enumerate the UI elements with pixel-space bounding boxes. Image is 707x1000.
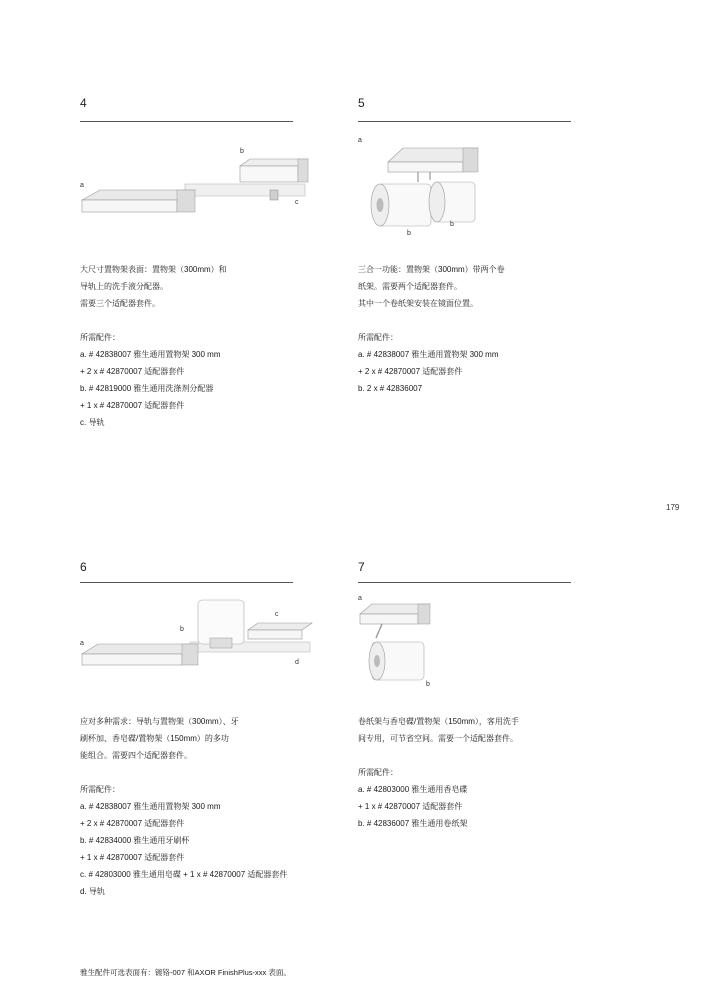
- text-line: 需要三个适配器套件。: [80, 299, 160, 308]
- label-a: a: [358, 137, 362, 144]
- text-line: a. # 42803000 雅生通用香皂碟: [358, 785, 468, 794]
- text-line: 其中一个卷纸架安装在镜面位置。: [358, 299, 478, 308]
- spacer: [80, 312, 330, 329]
- text-line: b. # 42819000 雅生通用洗涤剂分配器: [80, 384, 214, 393]
- spacer: [80, 764, 330, 781]
- text-line: + 1 x # 42870007 适配器套件: [80, 853, 185, 862]
- shelf-two-roll-holders-drawing: [358, 134, 598, 244]
- label-a: a: [358, 595, 362, 602]
- text-line: 所需配件：: [80, 333, 120, 342]
- text-line: 导轨上的洗手液分配器。: [80, 282, 168, 291]
- label-b-left: b: [407, 230, 411, 237]
- label-d: d: [295, 659, 299, 666]
- text-line: d. 导轨: [80, 887, 105, 896]
- shelf-dispenser-rail-drawing: [80, 142, 320, 242]
- section-divider: [80, 121, 293, 122]
- label-b-right: b: [450, 221, 454, 228]
- label-a: a: [80, 182, 84, 189]
- label-a: a: [80, 640, 84, 647]
- text-line: + 1 x # 42870007 适配器套件: [358, 802, 463, 811]
- text-line: 所需配件：: [358, 333, 398, 342]
- label-c: c: [275, 611, 279, 618]
- label-b: b: [180, 626, 184, 633]
- text-line: + 2 x # 42870007 适配器套件: [358, 367, 463, 376]
- text-line: c. 导轨: [80, 418, 105, 427]
- text-line: b. # 42836007 雅生通用卷纸架: [358, 819, 468, 828]
- shelf-cup-soapdish-rail-drawing: [80, 598, 320, 698]
- product-illustration: [80, 598, 320, 698]
- section-number: 5: [358, 96, 365, 110]
- section-description: [358, 261, 608, 397]
- footnote: 雅生配件可选表面有：镀铬-007 和AXOR FinishPlus-xxx 表面。: [80, 968, 291, 977]
- section-description: [358, 713, 608, 832]
- text-line: + 1 x # 42870007 适配器套件: [80, 401, 185, 410]
- text-line: + 2 x # 42870007 适配器套件: [80, 819, 185, 828]
- text-line: 所需配件：: [80, 785, 120, 794]
- text-line: 能组合。需要四个适配器套件。: [80, 751, 192, 760]
- label-b: b: [240, 148, 244, 155]
- text-line: 纸架。需要两个适配器套件。: [358, 282, 462, 291]
- text-line: 三合一功能：置物架（300mm）带两个卷: [358, 265, 505, 274]
- text-line: a. # 42838007 雅生通用置物架 300 mm: [80, 350, 221, 359]
- section-description: [80, 713, 330, 900]
- section-number: 7: [358, 560, 365, 574]
- spacer: [358, 747, 608, 764]
- text-line: 刷杯加、香皂碟/置物架（150mm）的多功: [80, 734, 229, 743]
- product-illustration: [358, 134, 598, 244]
- text-line: 大尺寸置物架表面：置物架（300mm）和: [80, 265, 227, 274]
- label-c: c: [295, 199, 299, 206]
- section-divider: [358, 582, 571, 583]
- text-line: a. # 42838007 雅生通用置物架 300 mm: [358, 350, 499, 359]
- section-divider: [358, 121, 571, 122]
- text-line: 应对多种需求：导轨与置物架（300mm）、牙: [80, 717, 239, 726]
- section-number: 6: [80, 560, 87, 574]
- product-illustration: [358, 592, 598, 692]
- text-line: 所需配件：: [358, 768, 398, 777]
- label-b: b: [426, 681, 430, 688]
- roll-holder-soapdish-drawing: [358, 592, 598, 692]
- text-line: b. 2 x # 42836007: [358, 384, 423, 393]
- text-line: 间专用，可节省空间。需要一个适配器套件。: [358, 734, 518, 743]
- text-line: a. # 42838007 雅生通用置物架 300 mm: [80, 802, 221, 811]
- section-number: 4: [80, 96, 87, 110]
- text-line: c. # 42803000 雅生通用皂碟 + 1 x # 42870007 适配器套件: [80, 870, 288, 879]
- text-line: 卷纸架与香皂碟/置物架（150mm），客用洗手: [358, 717, 519, 726]
- text-line: + 2 x # 42870007 适配器套件: [80, 367, 185, 376]
- section-description: [80, 261, 330, 431]
- spacer: [358, 312, 608, 329]
- product-illustration: [80, 142, 320, 242]
- text-line: b. # 42834000 雅生通用牙刷杯: [80, 836, 190, 845]
- section-divider: [80, 582, 293, 583]
- page-number: 179: [666, 503, 680, 512]
